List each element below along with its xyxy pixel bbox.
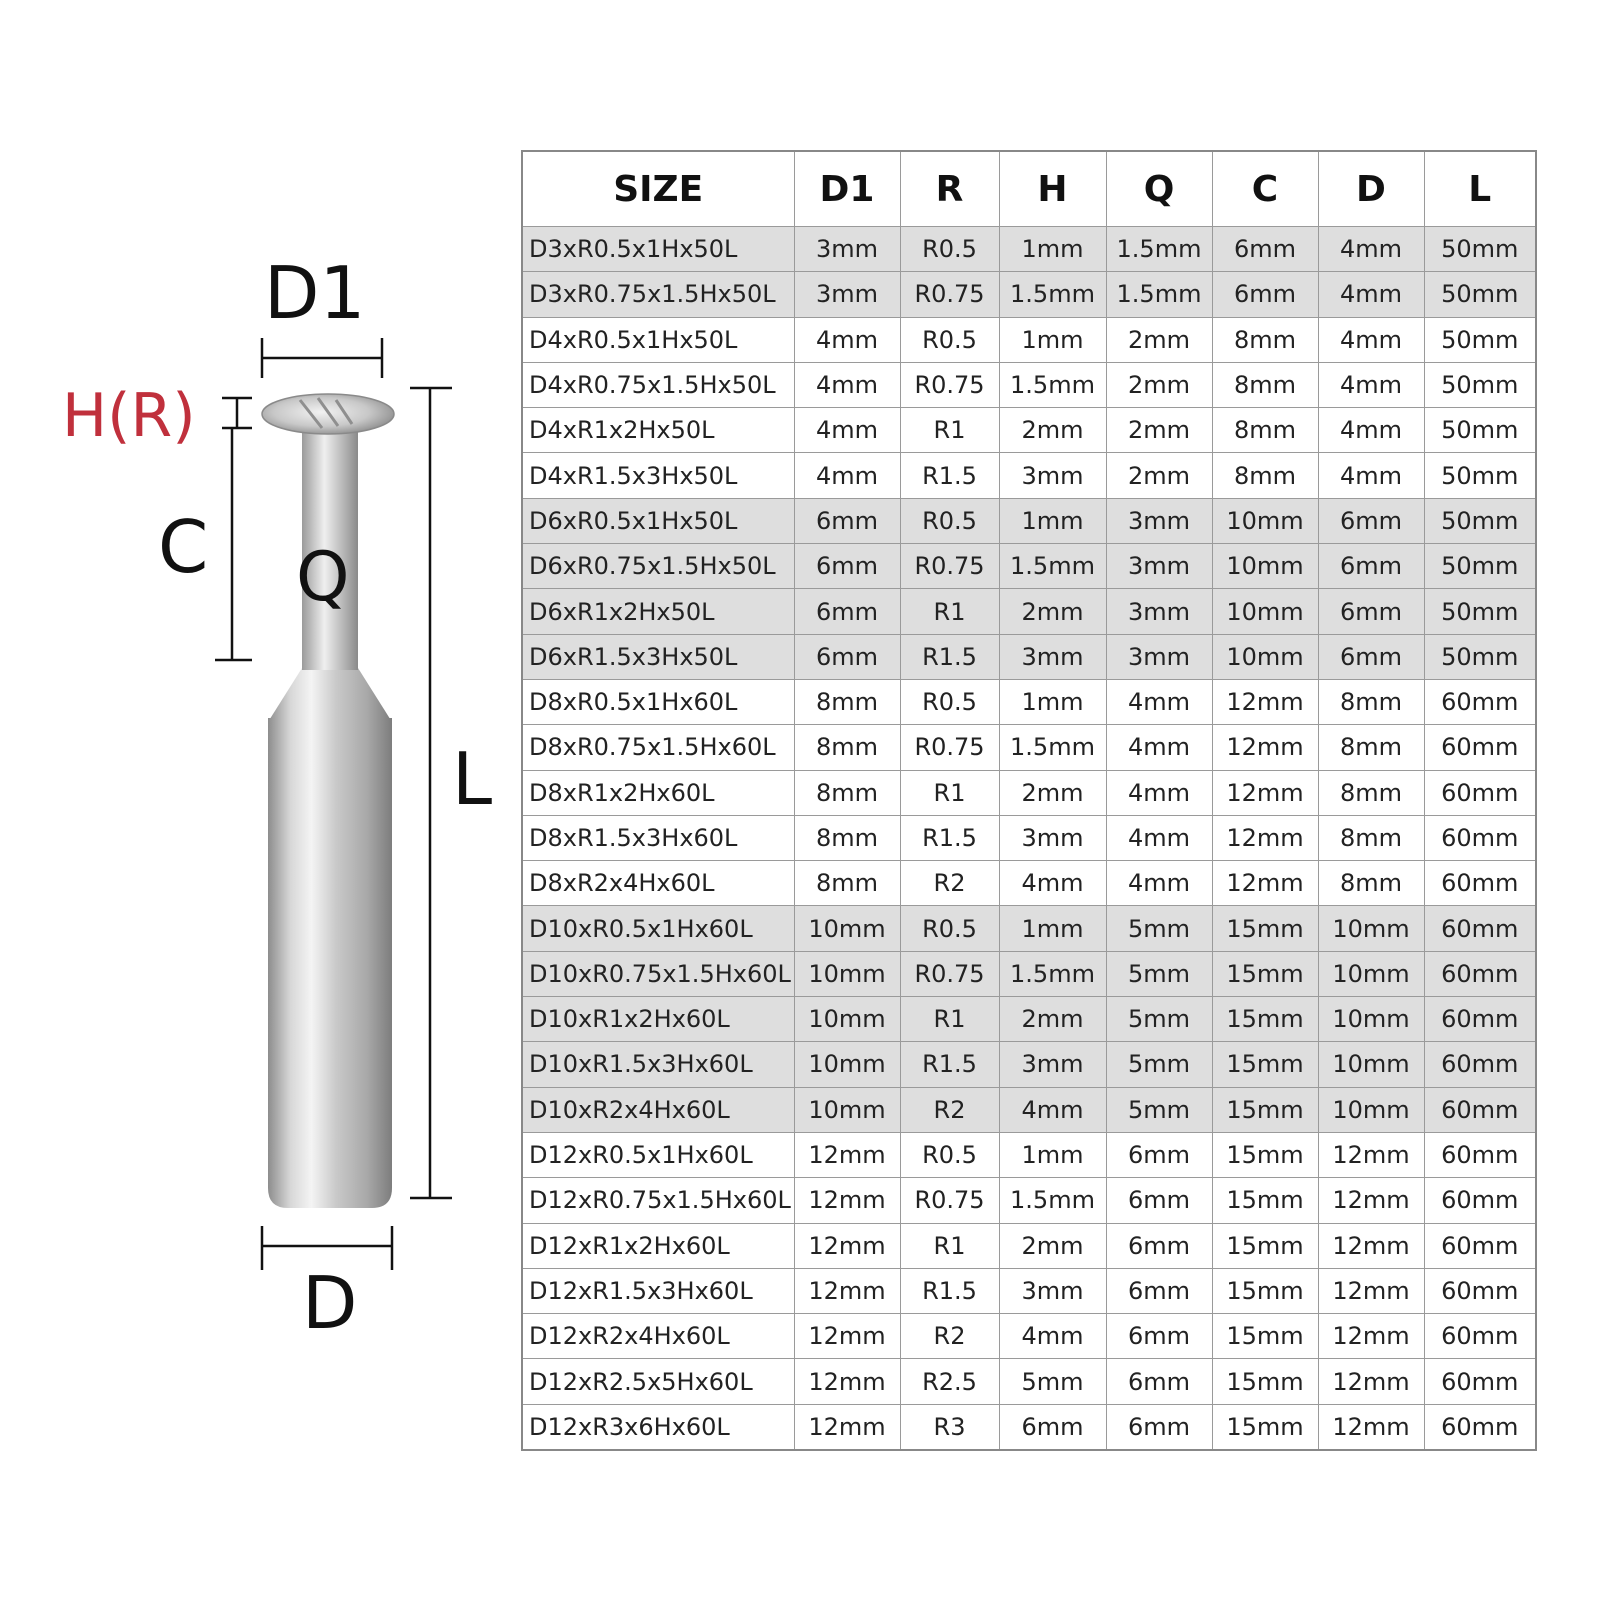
cell-d: 8mm	[1318, 861, 1424, 906]
cell-h: 3mm	[999, 1042, 1106, 1087]
cell-size: D6xR1.5x3Hx50L	[522, 634, 794, 679]
cell-d: 12mm	[1318, 1178, 1424, 1223]
header-q: Q	[1106, 151, 1212, 227]
cell-size: D8xR1.5x3Hx60L	[522, 815, 794, 860]
cell-size: D4xR1.5x3Hx50L	[522, 453, 794, 498]
cell-size: D12xR1x2Hx60L	[522, 1223, 794, 1268]
table-row	[522, 1132, 1536, 1177]
cell-q: 1.5mm	[1106, 227, 1212, 272]
h-r-label: H(R)	[62, 381, 196, 451]
cell-l: 60mm	[1424, 861, 1536, 906]
cell-r: R1	[900, 770, 999, 815]
cell-q: 2mm	[1106, 362, 1212, 407]
cell-q: 6mm	[1106, 1223, 1212, 1268]
cell-l: 60mm	[1424, 1178, 1536, 1223]
cell-c: 12mm	[1212, 861, 1318, 906]
table-row	[522, 1359, 1536, 1404]
cell-d1: 6mm	[794, 544, 900, 589]
cell-size: D6xR1x2Hx50L	[522, 589, 794, 634]
cell-q: 3mm	[1106, 544, 1212, 589]
header-d1: D1	[794, 151, 900, 227]
cell-q: 5mm	[1106, 906, 1212, 951]
cell-h: 1.5mm	[999, 1178, 1106, 1223]
cell-d1: 3mm	[794, 227, 900, 272]
cell-q: 4mm	[1106, 679, 1212, 724]
cell-h: 1mm	[999, 679, 1106, 724]
cell-d: 8mm	[1318, 770, 1424, 815]
cell-r: R0.75	[900, 951, 999, 996]
cell-h: 1mm	[999, 317, 1106, 362]
cell-c: 15mm	[1212, 1042, 1318, 1087]
cell-r: R0.5	[900, 906, 999, 951]
cell-l: 60mm	[1424, 1404, 1536, 1450]
cell-c: 12mm	[1212, 679, 1318, 724]
cell-r: R2	[900, 861, 999, 906]
cell-c: 10mm	[1212, 634, 1318, 679]
cell-h: 3mm	[999, 453, 1106, 498]
cell-size: D8xR2x4Hx60L	[522, 861, 794, 906]
cell-c: 15mm	[1212, 1132, 1318, 1177]
d-label: D	[302, 1261, 358, 1345]
cell-d1: 10mm	[794, 1042, 900, 1087]
cell-l: 60mm	[1424, 906, 1536, 951]
cell-l: 50mm	[1424, 408, 1536, 453]
cell-d1: 4mm	[794, 408, 900, 453]
cell-h: 1.5mm	[999, 951, 1106, 996]
cell-d: 6mm	[1318, 498, 1424, 543]
cell-size: D4xR0.5x1Hx50L	[522, 317, 794, 362]
cell-c: 6mm	[1212, 227, 1318, 272]
cell-c: 15mm	[1212, 997, 1318, 1042]
cell-q: 3mm	[1106, 589, 1212, 634]
cell-d1: 12mm	[794, 1314, 900, 1359]
cell-d1: 10mm	[794, 951, 900, 996]
cell-d1: 8mm	[794, 861, 900, 906]
cell-d: 4mm	[1318, 408, 1424, 453]
table-row	[522, 589, 1536, 634]
cell-d1: 4mm	[794, 453, 900, 498]
table-row	[522, 634, 1536, 679]
table-row	[522, 770, 1536, 815]
cell-r: R0.5	[900, 1132, 999, 1177]
cell-c: 15mm	[1212, 1268, 1318, 1313]
cell-l: 50mm	[1424, 589, 1536, 634]
cell-c: 10mm	[1212, 498, 1318, 543]
c-label: C	[158, 505, 209, 589]
cell-r: R0.75	[900, 272, 999, 317]
cell-q: 4mm	[1106, 770, 1212, 815]
l-label: L	[452, 737, 493, 821]
cell-d: 4mm	[1318, 317, 1424, 362]
cell-l: 60mm	[1424, 951, 1536, 996]
cell-h: 2mm	[999, 589, 1106, 634]
cell-d: 10mm	[1318, 1042, 1424, 1087]
cell-r: R0.5	[900, 227, 999, 272]
cell-h: 2mm	[999, 408, 1106, 453]
table-row	[522, 906, 1536, 951]
cell-r: R2.5	[900, 1359, 999, 1404]
cell-c: 8mm	[1212, 317, 1318, 362]
cell-h: 3mm	[999, 815, 1106, 860]
cell-size: D12xR2x4Hx60L	[522, 1314, 794, 1359]
cell-size: D3xR0.75x1.5Hx50L	[522, 272, 794, 317]
table-row	[522, 1087, 1536, 1132]
cell-d: 12mm	[1318, 1404, 1424, 1450]
cell-r: R0.75	[900, 362, 999, 407]
cell-size: D12xR0.5x1Hx60L	[522, 1132, 794, 1177]
table-row	[522, 1268, 1536, 1313]
cell-d1: 3mm	[794, 272, 900, 317]
table-row	[522, 997, 1536, 1042]
table-row	[522, 408, 1536, 453]
cell-l: 60mm	[1424, 725, 1536, 770]
cell-l: 50mm	[1424, 317, 1536, 362]
cell-d1: 12mm	[794, 1178, 900, 1223]
cell-c: 10mm	[1212, 589, 1318, 634]
cell-size: D6xR0.75x1.5Hx50L	[522, 544, 794, 589]
table-row	[522, 1042, 1536, 1087]
cell-r: R1.5	[900, 634, 999, 679]
header-r: R	[900, 151, 999, 227]
cell-h: 1.5mm	[999, 725, 1106, 770]
cell-d1: 10mm	[794, 997, 900, 1042]
cell-d: 4mm	[1318, 453, 1424, 498]
cell-l: 60mm	[1424, 1087, 1536, 1132]
cell-q: 3mm	[1106, 498, 1212, 543]
cell-r: R1	[900, 997, 999, 1042]
d1-label: D1	[264, 251, 366, 335]
cell-h: 4mm	[999, 861, 1106, 906]
cell-q: 3mm	[1106, 634, 1212, 679]
table-row	[522, 725, 1536, 770]
cell-size: D10xR1x2Hx60L	[522, 997, 794, 1042]
cell-h: 4mm	[999, 1087, 1106, 1132]
cell-l: 50mm	[1424, 453, 1536, 498]
cell-r: R1.5	[900, 815, 999, 860]
cell-r: R1.5	[900, 453, 999, 498]
cell-c: 10mm	[1212, 544, 1318, 589]
cell-l: 60mm	[1424, 1359, 1536, 1404]
cell-d1: 12mm	[794, 1359, 900, 1404]
cell-l: 60mm	[1424, 1132, 1536, 1177]
cell-d1: 8mm	[794, 725, 900, 770]
cell-l: 60mm	[1424, 770, 1536, 815]
cell-d: 6mm	[1318, 589, 1424, 634]
cell-h: 1.5mm	[999, 544, 1106, 589]
cell-l: 50mm	[1424, 227, 1536, 272]
cell-d: 12mm	[1318, 1359, 1424, 1404]
table-row	[522, 498, 1536, 543]
cell-d: 12mm	[1318, 1132, 1424, 1177]
table-row	[522, 272, 1536, 317]
cell-q: 5mm	[1106, 951, 1212, 996]
cell-d: 4mm	[1318, 362, 1424, 407]
cell-d1: 4mm	[794, 317, 900, 362]
cell-r: R2	[900, 1314, 999, 1359]
cell-q: 6mm	[1106, 1132, 1212, 1177]
table-header-row	[522, 151, 1536, 227]
cell-c: 8mm	[1212, 453, 1318, 498]
cell-l: 60mm	[1424, 1223, 1536, 1268]
cell-r: R0.5	[900, 317, 999, 362]
table-row	[522, 861, 1536, 906]
cell-size: D12xR3x6Hx60L	[522, 1404, 794, 1450]
cell-size: D10xR1.5x3Hx60L	[522, 1042, 794, 1087]
cell-l: 60mm	[1424, 679, 1536, 724]
cell-q: 1.5mm	[1106, 272, 1212, 317]
cell-size: D10xR0.5x1Hx60L	[522, 906, 794, 951]
cell-c: 12mm	[1212, 815, 1318, 860]
cell-c: 15mm	[1212, 1223, 1318, 1268]
cell-l: 50mm	[1424, 634, 1536, 679]
cell-size: D4xR1x2Hx50L	[522, 408, 794, 453]
cell-d1: 6mm	[794, 589, 900, 634]
cell-r: R1	[900, 589, 999, 634]
cell-l: 60mm	[1424, 815, 1536, 860]
cell-d: 12mm	[1318, 1223, 1424, 1268]
header-c: C	[1212, 151, 1318, 227]
cell-h: 4mm	[999, 1314, 1106, 1359]
table-row	[522, 544, 1536, 589]
cell-c: 8mm	[1212, 362, 1318, 407]
cell-q: 2mm	[1106, 408, 1212, 453]
table-row	[522, 362, 1536, 407]
header-d: D	[1318, 151, 1424, 227]
cell-d1: 8mm	[794, 815, 900, 860]
q-label: Q	[296, 538, 350, 617]
cell-c: 15mm	[1212, 951, 1318, 996]
cell-d1: 4mm	[794, 362, 900, 407]
cell-c: 15mm	[1212, 1359, 1318, 1404]
cell-q: 6mm	[1106, 1268, 1212, 1313]
cell-d: 8mm	[1318, 815, 1424, 860]
cell-c: 12mm	[1212, 770, 1318, 815]
cell-size: D12xR1.5x3Hx60L	[522, 1268, 794, 1313]
table-row	[522, 1223, 1536, 1268]
cell-q: 5mm	[1106, 997, 1212, 1042]
cell-h: 3mm	[999, 1268, 1106, 1313]
cell-c: 15mm	[1212, 1178, 1318, 1223]
cell-q: 4mm	[1106, 815, 1212, 860]
cell-d: 8mm	[1318, 725, 1424, 770]
cell-d1: 8mm	[794, 770, 900, 815]
cell-l: 50mm	[1424, 498, 1536, 543]
table-row	[522, 453, 1536, 498]
cell-h: 1.5mm	[999, 362, 1106, 407]
cell-d1: 12mm	[794, 1223, 900, 1268]
cell-d1: 6mm	[794, 634, 900, 679]
cell-r: R0.75	[900, 544, 999, 589]
cell-d1: 8mm	[794, 679, 900, 724]
cell-r: R0.5	[900, 498, 999, 543]
cell-r: R0.5	[900, 679, 999, 724]
cell-size: D8xR0.5x1Hx60L	[522, 679, 794, 724]
header-size: SIZE	[522, 151, 794, 227]
cell-size: D4xR0.75x1.5Hx50L	[522, 362, 794, 407]
cell-d: 12mm	[1318, 1268, 1424, 1313]
cell-size: D10xR2x4Hx60L	[522, 1087, 794, 1132]
table-body	[522, 227, 1536, 1451]
cell-l: 60mm	[1424, 1042, 1536, 1087]
cell-d1: 12mm	[794, 1132, 900, 1177]
cell-q: 5mm	[1106, 1042, 1212, 1087]
cell-d1: 12mm	[794, 1268, 900, 1313]
cell-d1: 10mm	[794, 1087, 900, 1132]
cell-d1: 10mm	[794, 906, 900, 951]
cell-d: 8mm	[1318, 679, 1424, 724]
cell-size: D12xR0.75x1.5Hx60L	[522, 1178, 794, 1223]
cell-h: 3mm	[999, 634, 1106, 679]
cell-r: R1	[900, 408, 999, 453]
cell-d: 6mm	[1318, 634, 1424, 679]
cell-l: 60mm	[1424, 1314, 1536, 1359]
cell-l: 60mm	[1424, 997, 1536, 1042]
cell-size: D8xR0.75x1.5Hx60L	[522, 725, 794, 770]
spec-table-container	[521, 150, 1535, 1451]
cell-l: 60mm	[1424, 1268, 1536, 1313]
cell-r: R1	[900, 1223, 999, 1268]
cell-h: 2mm	[999, 1223, 1106, 1268]
cell-q: 4mm	[1106, 725, 1212, 770]
cell-c: 15mm	[1212, 1314, 1318, 1359]
cell-q: 2mm	[1106, 453, 1212, 498]
cell-h: 1mm	[999, 906, 1106, 951]
cell-size: D8xR1x2Hx60L	[522, 770, 794, 815]
cell-r: R1.5	[900, 1268, 999, 1313]
cell-h: 1.5mm	[999, 272, 1106, 317]
cell-h: 1mm	[999, 1132, 1106, 1177]
cell-h: 2mm	[999, 770, 1106, 815]
cell-l: 50mm	[1424, 544, 1536, 589]
cell-r: R2	[900, 1087, 999, 1132]
table-row	[522, 815, 1536, 860]
cell-r: R0.75	[900, 1178, 999, 1223]
cell-l: 50mm	[1424, 272, 1536, 317]
cell-h: 1mm	[999, 227, 1106, 272]
table-row	[522, 317, 1536, 362]
table-row	[522, 951, 1536, 996]
cell-d: 6mm	[1318, 544, 1424, 589]
cell-q: 6mm	[1106, 1359, 1212, 1404]
cell-d: 10mm	[1318, 997, 1424, 1042]
cell-q: 6mm	[1106, 1404, 1212, 1450]
spec-table	[521, 150, 1537, 1451]
cell-d: 10mm	[1318, 951, 1424, 996]
cell-c: 15mm	[1212, 1404, 1318, 1450]
cutter-body	[262, 394, 394, 1208]
cell-d: 10mm	[1318, 1087, 1424, 1132]
cell-c: 12mm	[1212, 725, 1318, 770]
cell-r: R3	[900, 1404, 999, 1450]
cutter-diagram	[0, 0, 500, 1600]
cell-d: 4mm	[1318, 272, 1424, 317]
header-h: H	[999, 151, 1106, 227]
cell-q: 6mm	[1106, 1178, 1212, 1223]
cell-size: D3xR0.5x1Hx50L	[522, 227, 794, 272]
cell-c: 15mm	[1212, 1087, 1318, 1132]
cell-q: 6mm	[1106, 1314, 1212, 1359]
cell-q: 5mm	[1106, 1087, 1212, 1132]
cell-d1: 12mm	[794, 1404, 900, 1450]
cell-d: 12mm	[1318, 1314, 1424, 1359]
cell-h: 2mm	[999, 997, 1106, 1042]
cell-d: 10mm	[1318, 906, 1424, 951]
cell-d: 4mm	[1318, 227, 1424, 272]
table-row	[522, 227, 1536, 272]
header-l: L	[1424, 151, 1536, 227]
table-row	[522, 1404, 1536, 1450]
cell-h: 5mm	[999, 1359, 1106, 1404]
cell-size: D10xR0.75x1.5Hx60L	[522, 951, 794, 996]
cell-c: 15mm	[1212, 906, 1318, 951]
cell-size: D12xR2.5x5Hx60L	[522, 1359, 794, 1404]
cell-l: 50mm	[1424, 362, 1536, 407]
table-row	[522, 1314, 1536, 1359]
table-row	[522, 1178, 1536, 1223]
cell-size: D6xR0.5x1Hx50L	[522, 498, 794, 543]
cell-q: 2mm	[1106, 317, 1212, 362]
cell-r: R0.75	[900, 725, 999, 770]
cell-c: 6mm	[1212, 272, 1318, 317]
cell-d1: 6mm	[794, 498, 900, 543]
cell-r: R1.5	[900, 1042, 999, 1087]
cell-q: 4mm	[1106, 861, 1212, 906]
cell-h: 6mm	[999, 1404, 1106, 1450]
cell-h: 1mm	[999, 498, 1106, 543]
cell-c: 8mm	[1212, 408, 1318, 453]
table-row	[522, 679, 1536, 724]
